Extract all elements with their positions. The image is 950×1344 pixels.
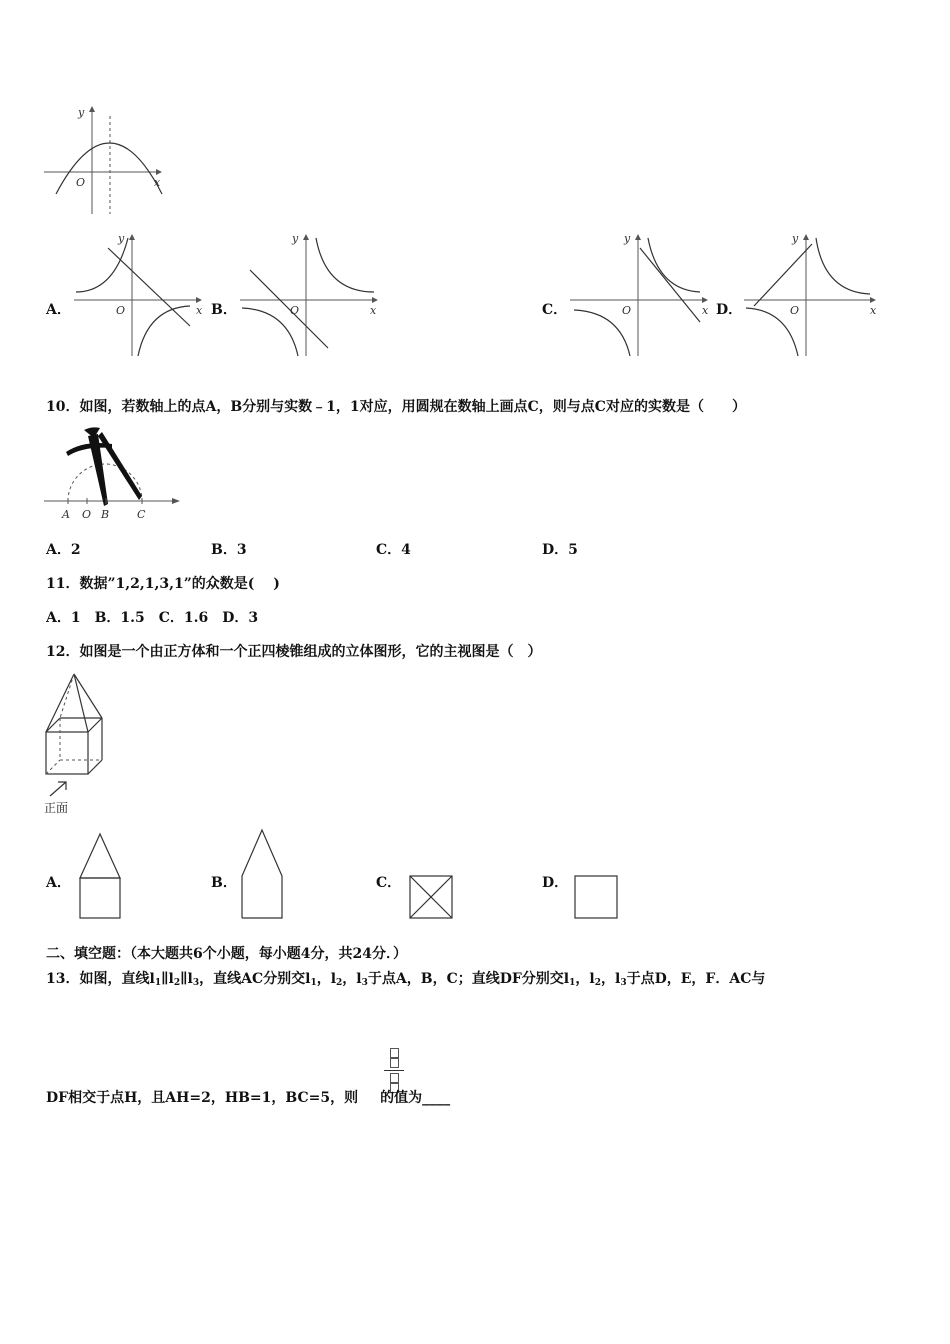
text: ，l [601, 971, 621, 987]
q12-solid-figure [44, 672, 114, 818]
q9-option-d-label: D． [716, 302, 743, 318]
text: ，l [575, 971, 595, 987]
x-axis-arrow-icon [196, 297, 202, 303]
origin-label: O [290, 304, 300, 317]
text: ，l [316, 971, 337, 987]
x-label: x [154, 176, 161, 189]
view-direction-arrow [50, 782, 66, 796]
subscript: 1 [310, 978, 317, 988]
q9-option-a-graph[interactable] [74, 230, 204, 358]
pyramid-edge [74, 674, 88, 732]
q10-option-d[interactable] [542, 539, 578, 559]
y-label: y [624, 232, 631, 245]
line-l1: l [149, 971, 155, 987]
square-bottom [80, 878, 120, 918]
increasing-line [754, 244, 812, 306]
q13-question-line-1 [46, 968, 765, 988]
point-b-label: B [101, 508, 110, 521]
x-label: x [702, 304, 709, 317]
y-label: y [78, 106, 85, 119]
subscript: 3 [620, 978, 627, 988]
x-axis-arrow-icon [372, 297, 378, 303]
option-value: 2 [70, 542, 81, 558]
option-label: A． [46, 542, 71, 558]
hyperbola-branch-upper-left [76, 238, 128, 292]
decreasing-line [250, 270, 328, 348]
q12-option-b-label: B． [211, 875, 237, 891]
cube-edge [46, 718, 60, 732]
answer-blank[interactable]: 的值为____ [380, 1090, 451, 1106]
x-axis-arrow-icon [702, 297, 708, 303]
text: 于点A，B，C；直线DF分别交l [367, 971, 570, 987]
parabola-curve [56, 143, 162, 194]
text: ，直线AC分别交l [199, 971, 311, 987]
q10-option-a[interactable] [46, 539, 81, 559]
y-label: y [792, 232, 799, 245]
cube-hidden-edge [46, 760, 60, 774]
origin-label: O [622, 304, 632, 317]
subscript: 2 [594, 978, 601, 988]
x-label: x [196, 304, 203, 317]
text: ，l [342, 971, 362, 987]
missing-glyph-icon [390, 1073, 399, 1083]
q12-option-c-figure[interactable] [408, 874, 456, 922]
missing-glyph-icon [390, 1048, 399, 1058]
text: 于点D，E，F．AC与 [626, 971, 766, 987]
y-axis-arrow-icon [303, 234, 309, 240]
x-axis-arrow-icon [870, 297, 876, 303]
y-label: y [292, 232, 299, 245]
q11-options[interactable]: A．1 B．1.5 C．1.6 D．3 [46, 610, 259, 626]
q9-option-c-label: C． [542, 302, 568, 318]
q12-option-d-figure[interactable] [573, 874, 621, 922]
decreasing-line [640, 248, 700, 322]
hyperbola-branch-upper-right [648, 238, 700, 292]
origin-label: O [76, 176, 86, 189]
line-l3: l [187, 971, 193, 987]
y-axis-arrow-icon [803, 234, 809, 240]
missing-glyph-icon [390, 1058, 399, 1068]
subscript: 1 [569, 978, 576, 988]
option-value: 5 [568, 542, 578, 558]
option-value: 3 [236, 542, 247, 558]
q10-option-b[interactable] [211, 539, 247, 559]
q12-option-a-figure[interactable] [78, 832, 124, 922]
pentagon-outline [242, 830, 282, 918]
option-label: D． [542, 542, 569, 558]
cube-edge [88, 760, 102, 774]
parallel-symbol: ∥ [161, 971, 169, 987]
text: DF相交于点H，且AH=2，HB=1，BC=5，则 [46, 1090, 359, 1106]
q11-question-text: 11．数据”1,2,1,3,1”的众数是( ) [46, 576, 280, 592]
hyperbola-branch-lower-right [138, 306, 190, 356]
compass-bar-icon [66, 443, 112, 456]
pyramid-edge [74, 674, 102, 718]
cube-edge [88, 718, 102, 732]
triangle-top [80, 834, 120, 878]
q10-compass-number-line-figure [44, 426, 184, 522]
pyramid-hidden-edge [60, 674, 74, 718]
q9-option-c-graph[interactable] [570, 230, 712, 358]
y-axis-arrow-icon [89, 106, 95, 112]
front-view-label: 正面 [44, 801, 69, 815]
option-value: 4 [401, 542, 411, 558]
subscript: 3 [361, 978, 368, 988]
parallel-symbol: ∥ [180, 971, 188, 987]
q12-option-c-label: C． [376, 875, 402, 891]
q9-option-b-graph[interactable] [240, 230, 380, 358]
x-label: x [870, 304, 877, 317]
square-outline [575, 876, 617, 918]
subscript: 2 [173, 978, 181, 988]
q10-question-text: 10．如图，若数轴上的点A，B分别与实数﹣1，1对应，用圆规在数轴上画点C，则与点C对应的实数是（ ） [46, 399, 746, 415]
origin-label: O [116, 304, 126, 317]
hyperbola-branch-upper-right [316, 238, 374, 292]
y-label: y [118, 232, 125, 245]
line-l2: l [168, 971, 174, 987]
q9-reference-parabola-graph [44, 104, 164, 216]
q12-option-b-figure[interactable] [240, 828, 288, 922]
subscript: 1 [154, 978, 162, 988]
y-axis-arrow-icon [129, 234, 135, 240]
number-line-arrow-icon [172, 498, 180, 504]
x-label: x [370, 304, 377, 317]
q13-question-line-2 [46, 1087, 450, 1107]
y-axis-arrow-icon [635, 234, 641, 240]
point-a-label: A [62, 508, 70, 521]
fraction-bar [384, 1070, 404, 1071]
q9-option-d-graph[interactable] [744, 230, 880, 358]
subscript: 2 [336, 978, 343, 988]
q12-question-text: 12．如图是一个由正方体和一个正四棱锥组成的立体图形，它的主视图是（ ） [46, 644, 542, 660]
q10-option-c[interactable] [376, 539, 411, 559]
point-c-label: C [137, 508, 146, 521]
section-2-heading: 二、填空题：（本大题共6个小题，每小题4分，共24分．） [46, 946, 407, 962]
subscript: 3 [192, 978, 200, 988]
q9-option-a-label: A． [46, 302, 71, 318]
point-o-label: O [82, 508, 92, 521]
option-label: C． [376, 542, 402, 558]
q12-option-d-label: D． [542, 875, 569, 891]
origin-label: O [790, 304, 800, 317]
pyramid-edge [46, 674, 74, 732]
hyperbola-branch-upper-right [816, 238, 870, 294]
q12-option-a-label: A． [46, 875, 71, 891]
text: 13．如图，直线 [46, 971, 150, 987]
x-axis-arrow-icon [156, 169, 162, 175]
option-label: B． [211, 542, 237, 558]
q9-option-b-label: B． [211, 302, 237, 318]
